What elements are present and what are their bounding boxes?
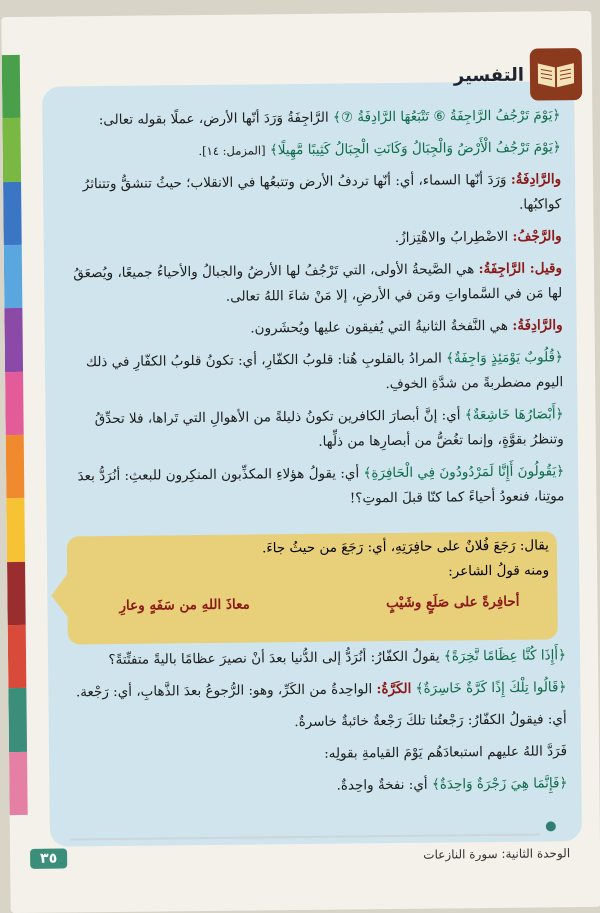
paragraph xyxy=(57,167,561,222)
tafsir-text-continued xyxy=(62,643,568,808)
term: وقيل: الرَّاجِفَةُ: xyxy=(478,260,563,278)
edge-tab xyxy=(2,55,21,119)
tafsir-text xyxy=(56,103,564,521)
section-header xyxy=(453,39,582,110)
verse: ﴿يَوْمَ تَرْجُفُ الْأَرْضُ وَالْجِبَالُ وَكَانَتِ الْجِبَالُ كَثِيبًا مَّهِيلًا﴾ xyxy=(269,139,561,159)
book-page xyxy=(1,11,600,913)
paragraph xyxy=(62,675,566,705)
verse: ﴿قَالُوا تِلْكَ إِذًا كَرَّةٌ خَاسِرَةٌ﴾ xyxy=(415,679,567,697)
paragraph-text: الواحِدةُ من الكَرِّ، وهو: الرُّجوعُ بعدَ الذَّهابِ، أي: رَجْعة. xyxy=(75,681,373,701)
paragraph xyxy=(59,402,563,457)
paragraph-text: الرَّاجِفَةُ وَرَدَ أنّها الأرض، عملًا بقوله تعالى: xyxy=(98,109,329,129)
paragraph-text: وَرَدَ أنّها السماء، أي: أنّها تردفُ الأرض وتتبعُها في الانقلاب؛ حيثُ تنشقُّ وتتناثرُ كواكبُها. xyxy=(82,171,562,213)
paragraph-text: أي: إنَّ أبصارَ الكافرين تكونُ ذليلةً من الأهوالِ التي تَراها، فلا تحدِّقُ وتنظرُ بقوَّةٍ، وإنما تغُضُّ من أبصارِها من ذلِّها. xyxy=(94,407,564,450)
poem-verse xyxy=(79,583,549,619)
decorative-dot xyxy=(546,821,556,831)
page-number: ٣٥ xyxy=(30,848,67,868)
paragraph xyxy=(63,771,567,801)
verse: ﴿أَإِذَا كُنَّا عِظَامًا نَّخِرَةً﴾ xyxy=(443,647,567,665)
edge-tab xyxy=(2,118,21,182)
paragraph-text: المرادُ بالقلوبِ هُنا: قلوبُ الكفّارِ، أي: تكونُ قلوبُ الكفّارِ في ذلك اليوم مضطربةً من شدَّةِ الخوفِ. xyxy=(85,350,564,393)
paragraph xyxy=(63,739,567,769)
poem-second-hemistich: معاذَ اللهِ من سَفَهٍ وعارِ xyxy=(119,596,250,614)
edge-tab xyxy=(6,498,25,562)
note-line: يقال: رَجَعَ فُلانٌ على حافِرَتِهِ، أي: رَجَعَ من حيثُ جاءَ. xyxy=(261,537,549,557)
paragraph-text: الاضْطِرابُ والاهْتِزازُ. xyxy=(394,228,509,247)
term: والرَّادِفَةُ: xyxy=(510,171,562,188)
verse: ﴿قُلُوبٌ يَوْمَئِذٍ وَاجِفَةٌ﴾ xyxy=(446,349,564,367)
verse-reference: [المزمل: ١٤]. xyxy=(198,143,266,159)
term: والرَّجْفُ: xyxy=(512,228,562,245)
term: والرَّادِفَةُ: xyxy=(512,317,563,334)
paragraph xyxy=(60,459,564,514)
paragraph-text: فَرَدَّ اللهُ عليهم استبعادَهُم يَوْمَ القيامةِ بقولِه: xyxy=(324,743,568,762)
paragraph xyxy=(59,345,563,400)
paragraph-text: يقولُ الكفّارُ: أنُرَدُّ إلى الدُّنيا بعدَ أنْ نصيرَ عظامًا باليةً متفتِّتةً؟ xyxy=(108,648,440,669)
verse: ﴿يَقُولُونَ أَإِنَّا لَمَرْدُودُونَ فِي الْحَافِرَةِ﴾ xyxy=(363,463,565,482)
paragraph-text: هي الصَّيحةُ الأولى، التي تَرْجُفُ لها الأرضُ والجبالُ والأحياءُ جميعًا، ويُصعَقُ لها مَن في السَّماواتِ ومَن في الأرضِ، إلا مَنْ شاءَ اللهُ تعالى. xyxy=(73,261,563,305)
edge-tab xyxy=(9,751,28,815)
paragraph-text: أي: فيقولُ الكفّارُ: رَجْعتُنا تلكَ رَجْعةٌ خائبةٌ خاسرةٌ. xyxy=(294,711,567,731)
paragraph xyxy=(57,135,561,165)
paragraph xyxy=(62,643,566,673)
edge-tab xyxy=(8,625,27,689)
poem-first-hemistich: أحافِرةً على صَلَعٍ وشَيْبٍ xyxy=(386,593,520,612)
paragraph-text: هي النَّفخةُ الثانيةُ التي يُفيقون عليها ويُحشَرون. xyxy=(250,317,509,337)
page-footer xyxy=(30,841,570,871)
paragraph-text: أي: يقولُ هؤلاءِ المكذِّبون المنكِرون للبعثِ: أنُرَدُّ بعدَ موتِنا، فنعودُ أحياءً كما كنّا قبلَ الموتِ؟! xyxy=(77,465,565,507)
paragraph-text: أي: نفخةٌ واحِدةٌ. xyxy=(336,776,428,794)
edge-tab xyxy=(5,372,24,436)
unit-title: الوحدة الثانية: سورة النازعات xyxy=(423,846,571,862)
edge-tab xyxy=(4,245,23,309)
verse: ﴿يَوْمَ تَرْجُفُ الرَّاجِفَةُ ⑥ تَتْبَعُهَا الرَّادِفَةُ ⑦﴾ xyxy=(332,107,561,126)
paragraph xyxy=(58,224,562,254)
paragraph xyxy=(63,707,567,737)
paragraph xyxy=(56,103,560,133)
edge-tab xyxy=(7,562,26,626)
note-line: ومنه قولُ الشاعر: xyxy=(448,562,550,580)
verse: ﴿فَإِنَّمَا هِيَ زَجْرَةٌ وَاحِدَةٌ﴾ xyxy=(431,775,568,793)
edge-tab xyxy=(6,435,25,499)
edge-tab xyxy=(8,688,27,752)
color-tabs xyxy=(2,55,28,815)
verse: ﴿أَبْصَارُهَا خَاشِعَةٌ﴾ xyxy=(464,406,564,424)
paragraph xyxy=(58,256,562,311)
paragraph xyxy=(58,313,562,343)
open-book-icon xyxy=(530,48,583,101)
edge-tab xyxy=(3,182,22,246)
note-content xyxy=(79,533,550,619)
section-title: التفسير xyxy=(453,64,525,86)
edge-tab xyxy=(4,308,23,372)
term: الكَرَّةُ: xyxy=(376,680,412,698)
